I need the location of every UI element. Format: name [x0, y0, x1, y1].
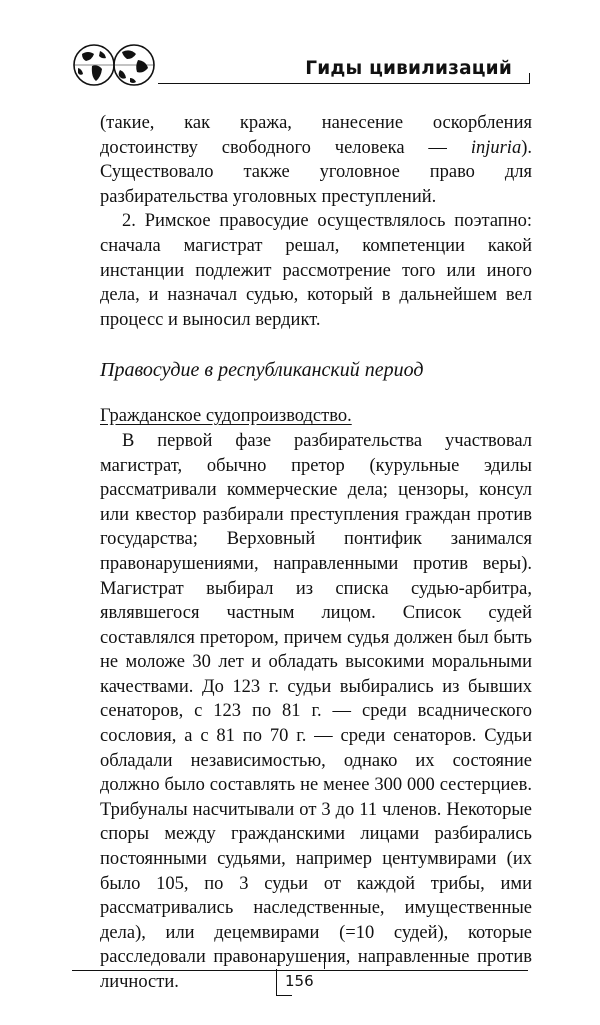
- paragraph-text: (такие, как кража, нанесение оскорбления достоинству свободного человека —: [100, 113, 532, 158]
- latin-term: injuria: [470, 137, 522, 158]
- subsection-heading: Гражданское судопроизводство.: [100, 406, 352, 427]
- page-number-box: [276, 969, 328, 997]
- section-heading: Правосудие в республиканский период: [100, 359, 424, 382]
- paragraph-numbered: 2. Римское правосудие осуществлялось поэтапно: сначала магистрат решал, компетенции какой инстанции подлежит рассмотрение того или иного дела, и назначал судью, который в дальнейшем вел процесс и выносил вердикт.: [100, 211, 532, 330]
- page-number: 156: [285, 972, 314, 990]
- running-header: [72, 40, 536, 92]
- header-rule-tick: [529, 73, 530, 84]
- series-title: Гиды цивилизаций: [305, 58, 512, 79]
- paragraph-civil-procedure: В первой фазе разбирательства участвовал магистрат, обычно претор (курульные эдилы рассматривали коммерческие дела; цензоры, консул или квестор разбирали преступления граждан против государства; Верховный понтифик занимался правонарушениями, направленными против веры). Магистрат выбирал из списка судью-арбитра, являвшегося частным лицом. Список судей составлялся претором, причем судья должен был быть не моложе 30 лет и обладать высокими моральными качествами. До 123 г. судьи выбирались из бывших сенаторов, с 123 по 81 г. — среди всаднического сословия, а с 81 по 70 г. — среди сенаторов. Судьи обладали независимостью, однако их состояние должно было составлять не менее 300 000 сестерциев. Трибуналы насчитывали от 3 до 11 членов. Некоторые споры между гражданскими лицами разбирались постоянными судьями, например центумвирами (их было 105, по 3 судьи от каждой трибы, ими рассматривались наследственные, имущественные дела), или децемвирами (=10 судей), которые расследовали правонарушения, направленные против личности.: [100, 430, 532, 992]
- header-rule: [158, 83, 530, 84]
- globes-icon: [72, 40, 156, 90]
- page-number-bracket: [276, 995, 292, 996]
- page-number-bracket: [324, 958, 325, 969]
- page-number-bracket: [276, 969, 277, 995]
- page-text: [100, 111, 532, 995]
- paragraph-continuation: [100, 111, 532, 209]
- paragraph-text: ). Существовало также уголовное право для разбирательства уголовных преступлений.: [100, 137, 532, 207]
